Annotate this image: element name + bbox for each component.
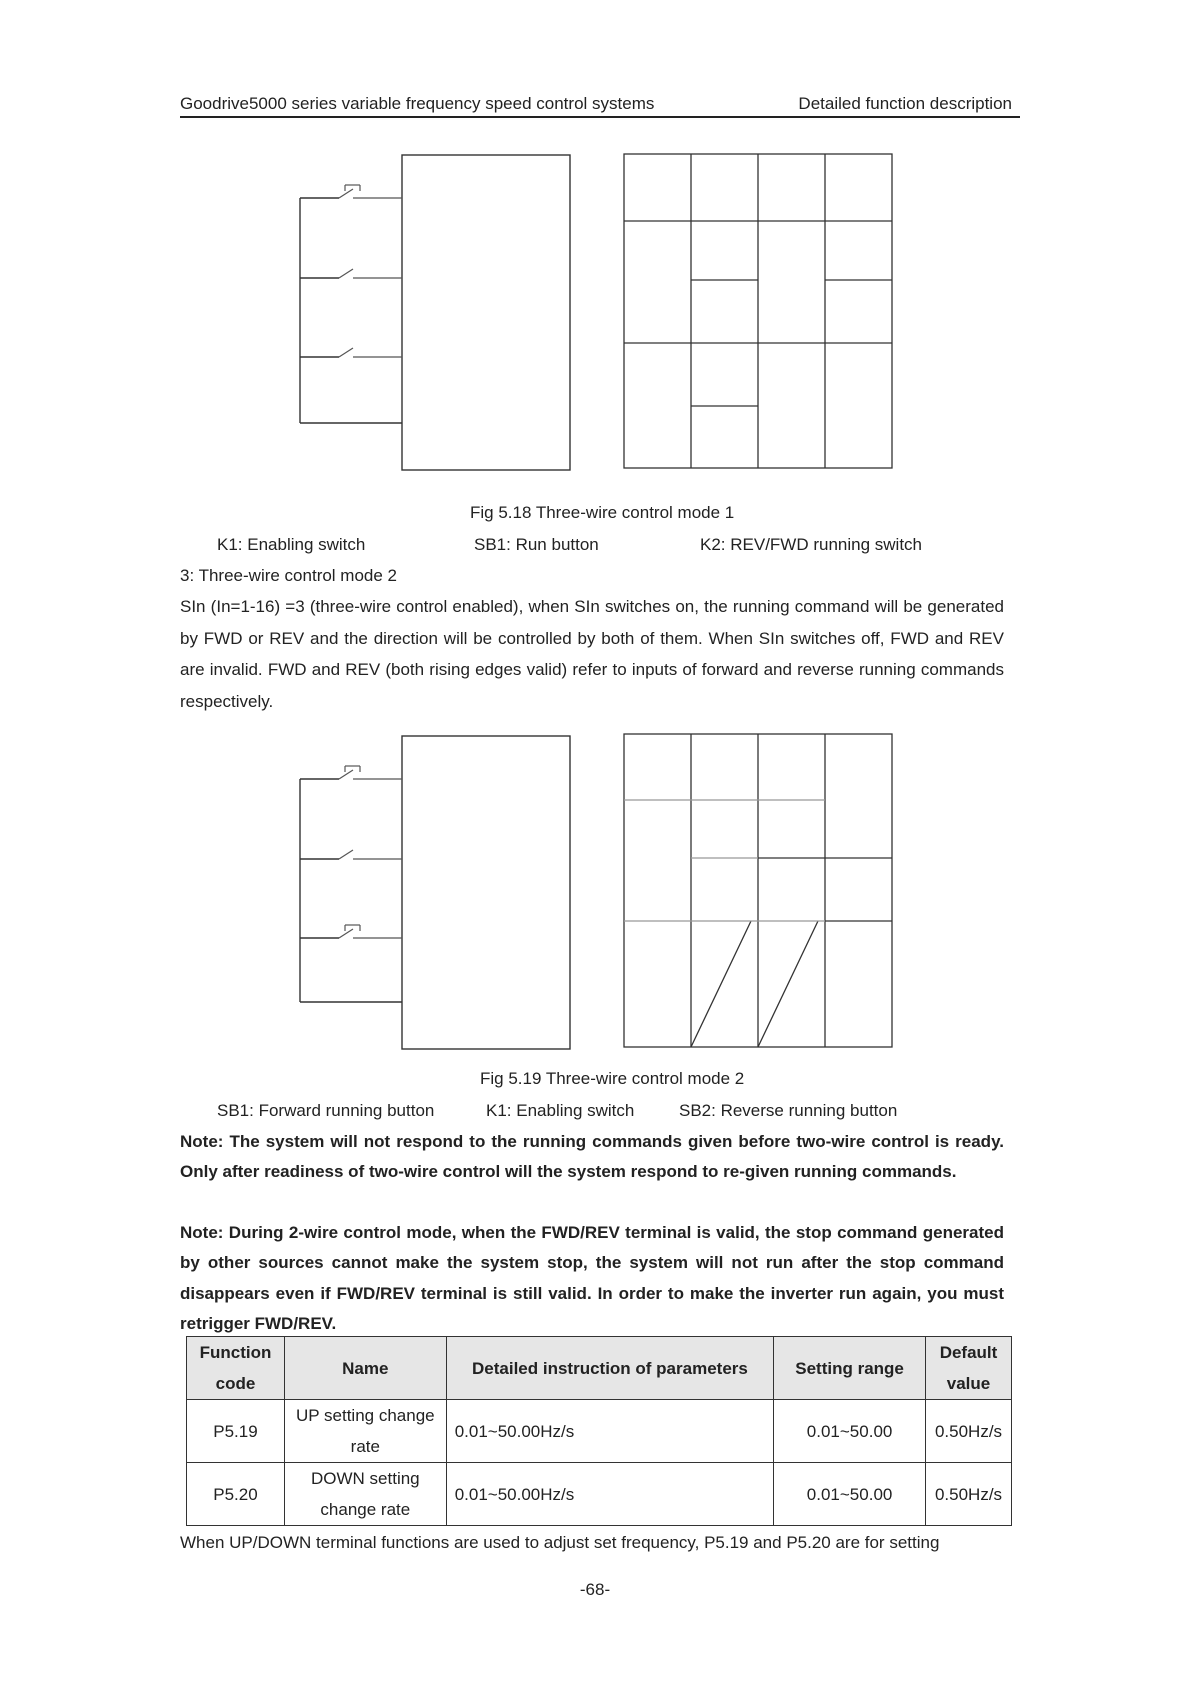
col-detailed-instruction: Detailed instruction of parameters <box>446 1337 773 1400</box>
k2-switch-symbol <box>339 348 402 357</box>
col-default-value: Default value <box>926 1337 1012 1400</box>
name-cell: UP setting change rate <box>284 1400 446 1463</box>
page-header <box>180 92 1020 118</box>
note-two-wire-stop: Note: During 2-wire control mode, when the FWD/REV terminal is valid, the stop command generated by other sources cannot make the system stop, the system will not run after the stop command disappears even if FWD/REV terminal is still valid. In order to make the inverter run again, you must retrigger FWD/REV. <box>180 1223 1004 1333</box>
setting-range-cell: 0.01~50.00 <box>774 1400 926 1463</box>
col-name: Name <box>284 1337 446 1400</box>
col-function-code: Function code <box>187 1337 285 1400</box>
table-row <box>187 1463 1012 1526</box>
continuation-text: When UP/DOWN terminal functions are used to adjust set frequency, P5.19 and P5.20 are for setting <box>180 1533 940 1552</box>
note-two-wire-ready: Note: The system will not respond to the running commands given before two-wire control is ready. Only after readiness of two-wire control will the system respond to re-given running commands. <box>180 1132 1004 1182</box>
table-row <box>187 1400 1012 1463</box>
fig-5-18-wiring-diagram <box>280 145 580 475</box>
page-number: -68- <box>579 1580 611 1599</box>
sb2-pushbutton-symbol <box>339 925 402 938</box>
legend-sb2: SB2: Reverse running button <box>679 1101 898 1120</box>
fig-5-18-caption: Fig 5.18 Three-wire control mode 1 <box>470 503 735 522</box>
fig-5-18-timing-grid <box>620 150 900 475</box>
inverter-terminal-block <box>402 736 570 1049</box>
k1-switch-symbol <box>339 850 402 859</box>
instruction-cell: 0.01~50.00Hz/s <box>446 1400 773 1463</box>
inverter-terminal-block <box>402 155 570 470</box>
fig-5-19-timing-grid <box>620 730 900 1055</box>
k1-switch-symbol <box>339 269 402 278</box>
function-code-cell: P5.20 <box>187 1463 285 1526</box>
table-header-row <box>187 1337 1012 1400</box>
legend-sb1: SB1: Run button <box>474 535 599 554</box>
instruction-cell: 0.01~50.00Hz/s <box>446 1463 773 1526</box>
default-value-cell: 0.50Hz/s <box>926 1463 1012 1526</box>
col-setting-range: Setting range <box>774 1337 926 1400</box>
legend-sb1: SB1: Forward running button <box>217 1101 435 1120</box>
sb1-pushbutton-symbol <box>339 185 402 198</box>
header-title: Goodrive5000 series variable frequency speed control systems <box>180 94 655 113</box>
legend-k1: K1: Enabling switch <box>217 535 366 554</box>
legend-k1: K1: Enabling switch <box>486 1101 635 1120</box>
parameter-table <box>186 1336 1012 1526</box>
legend-k2: K2: REV/FWD running switch <box>700 535 923 554</box>
name-cell: DOWN setting change rate <box>284 1463 446 1526</box>
section-heading: 3: Three-wire control mode 2 <box>180 566 398 585</box>
fig-5-19-caption: Fig 5.19 Three-wire control mode 2 <box>480 1069 745 1088</box>
setting-range-cell: 0.01~50.00 <box>774 1463 926 1526</box>
default-value-cell: 0.50Hz/s <box>926 1400 1012 1463</box>
section-paragraph: SIn (In=1-16) =3 (three-wire control enabled), when SIn switches on, the running command will be generated by FWD or REV and the direction will be controlled by both of them. When SIn switches off, FWD and REV are invalid. FWD and REV (both rising edges valid) refer to inputs of forward and reverse running commands respectively. <box>180 597 1004 711</box>
fig-5-19-wiring-diagram <box>280 726 580 1056</box>
header-section: Detailed function description <box>798 94 1012 113</box>
function-code-cell: P5.19 <box>187 1400 285 1463</box>
sb1-pushbutton-symbol <box>339 766 402 779</box>
